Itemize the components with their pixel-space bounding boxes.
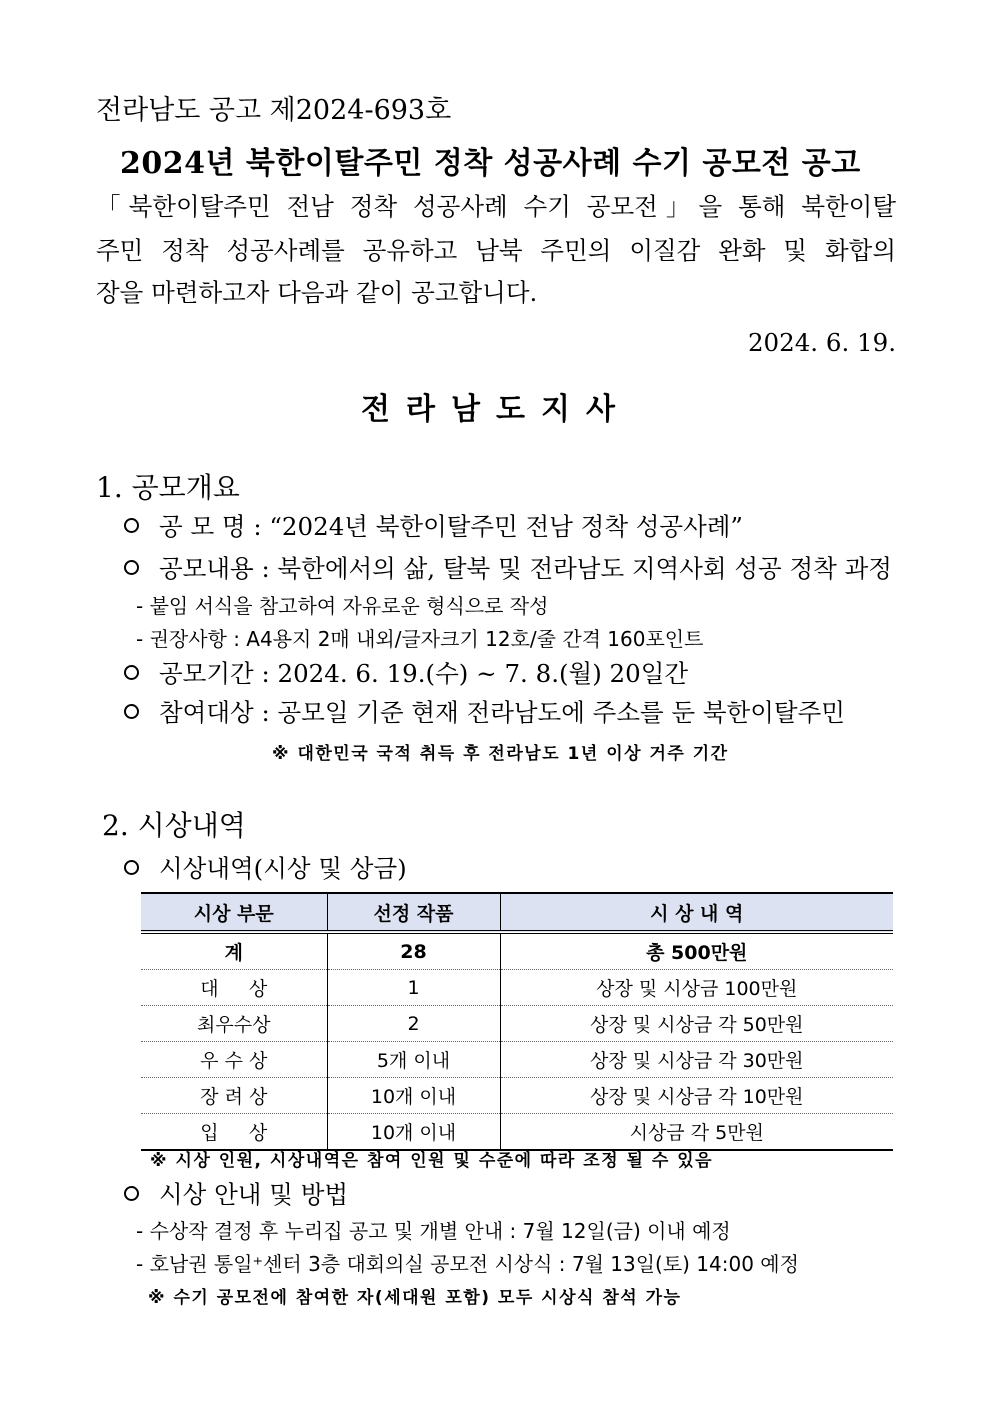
table-row [141, 1006, 893, 1042]
cell-prize: 상장 및 시상금 각 10만원 [500, 1078, 893, 1114]
table-row [141, 932, 893, 970]
circle-bullet-icon [124, 560, 139, 575]
contest-content [124, 550, 892, 585]
awards-table [141, 892, 893, 1151]
table-header-row [141, 893, 893, 932]
eligibility-note: ※ 대한민국 국적 취득 후 전라남도 1년 이상 거주 기간 [272, 744, 729, 764]
table-row [141, 1078, 893, 1114]
cell-count: 10개 이내 [327, 1114, 500, 1151]
cell-count: 28 [327, 932, 500, 970]
cell-category: 대 상 [141, 970, 327, 1006]
intro-line-3: 장을 마련하고자 다음과 같이 공고합니다. [96, 278, 538, 307]
cell-prize: 총 500만원 [500, 932, 893, 970]
method-sub-1: - 수상작 결정 후 누리집 공고 및 개별 안내 : 7월 12일(금) 이내 예정 [136, 1219, 731, 1243]
circle-bullet-icon [124, 1186, 139, 1201]
contest-period-text: 공모기간 : 2024. 6. 19.(수) ~ 7. 8.(월) 20일간 [159, 659, 689, 688]
cell-category: 최우수상 [141, 1006, 327, 1042]
method-sub-2: - 호남권 통일⁺센터 3층 대회의실 공모전 시상식 : 7월 13일(토) 14:00 예정 [136, 1252, 799, 1276]
table-note: ※ 시상 인원, 시상내역은 참여 인원 및 수준에 따라 조정 될 수 있음 [150, 1151, 714, 1171]
cell-count: 5개 이내 [327, 1042, 500, 1078]
intro-line-1: 「북한이탈주민 전남 정착 성공사례 수기 공모전」을 통해 북한이탈 [96, 192, 896, 221]
award-method [124, 1176, 348, 1211]
cell-prize: 시상금 각 5만원 [500, 1114, 893, 1151]
contest-name-text: 공 모 명 : “2024년 북한이탈주민 전남 정착 성공사례” [159, 512, 743, 541]
eligibility [124, 694, 845, 729]
cell-prize: 상장 및 시상금 각 30만원 [500, 1042, 893, 1078]
header-category: 시상 부문 [141, 893, 327, 932]
notice-date: 2024. 6. 19. [747, 328, 896, 357]
cell-count: 1 [327, 970, 500, 1006]
cell-category: 입 상 [141, 1114, 327, 1151]
cell-category: 우 수 상 [141, 1042, 327, 1078]
section2-heading: 2. 시상내역 [102, 809, 246, 842]
document-title: 2024년 북한이탈주민 정착 성공사례 수기 공모전 공고 [120, 146, 861, 181]
contest-name [124, 508, 743, 543]
cell-category: 계 [141, 932, 327, 970]
section1-heading: 1. 공모개요 [96, 471, 240, 504]
cell-count: 10개 이내 [327, 1078, 500, 1114]
notice-number: 전라남도 공고 제2024-693호 [96, 95, 452, 126]
award-method-text: 시상 안내 및 방법 [159, 1180, 349, 1209]
intro-line-2: 주민 정착 성공사례를 공유하고 남북 주민의 이질감 완화 및 화합의 [96, 236, 896, 265]
circle-bullet-icon [124, 860, 139, 875]
contest-content-text: 공모내용 : 북한에서의 삶, 탈북 및 전라남도 지역사회 성공 정착 과정 [159, 554, 892, 583]
content-sub-2: - 권장사항 : A4용지 2매 내외/글자크기 12호/줄 간격 160포인트 [136, 627, 704, 651]
cell-prize: 상장 및 시상금 100만원 [500, 970, 893, 1006]
header-prize: 시 상 내 역 [500, 893, 893, 932]
content-sub-1: - 붙임 서식을 참고하여 자유로운 형식으로 작성 [136, 594, 549, 618]
eligibility-text: 참여대상 : 공모일 기준 현재 전라남도에 주소를 둔 북한이탈주민 [159, 698, 845, 727]
table-row [141, 1042, 893, 1078]
awards-label [124, 850, 407, 885]
cell-prize: 상장 및 시상금 각 50만원 [500, 1006, 893, 1042]
contest-period [124, 655, 688, 690]
table-row [141, 1114, 893, 1151]
cell-count: 2 [327, 1006, 500, 1042]
awards-label-text: 시상내역(시상 및 상금) [159, 854, 407, 883]
table-row [141, 970, 893, 1006]
circle-bullet-icon [124, 518, 139, 533]
issuer: 전라남도지사 [361, 392, 631, 427]
circle-bullet-icon [124, 665, 139, 680]
cell-category: 장 려 상 [141, 1078, 327, 1114]
header-count: 선정 작품 [327, 893, 500, 932]
ceremony-note: ※ 수기 공모전에 참여한 자(세대원 포함) 모두 시상식 참석 가능 [148, 1288, 682, 1308]
circle-bullet-icon [124, 704, 139, 719]
